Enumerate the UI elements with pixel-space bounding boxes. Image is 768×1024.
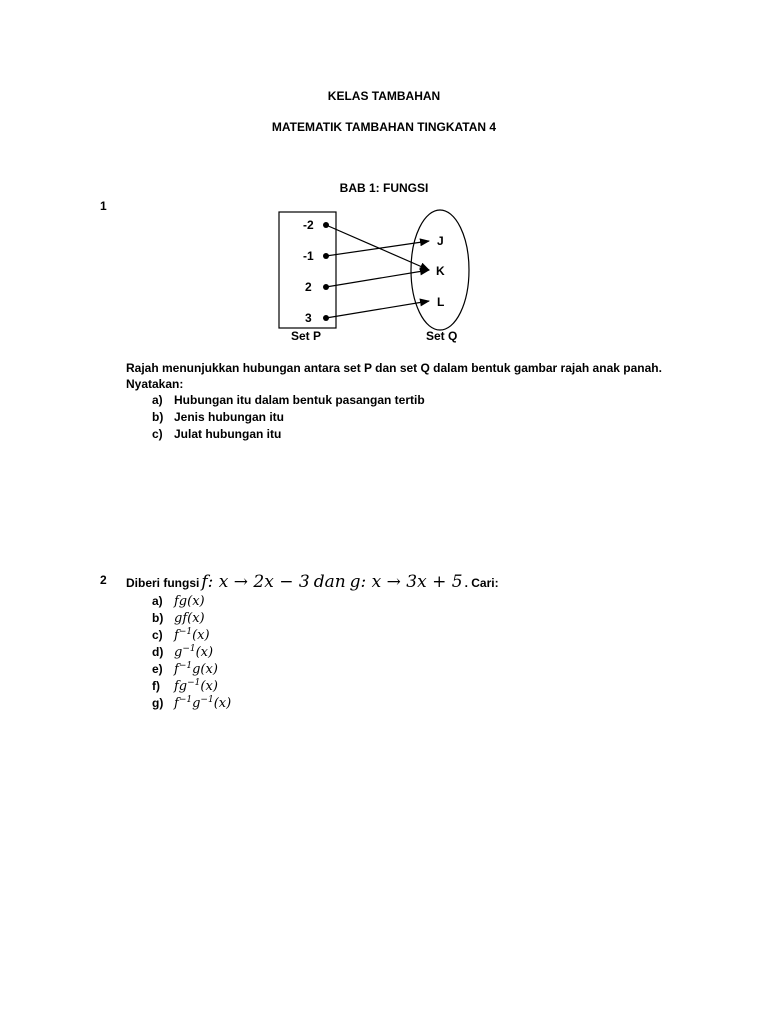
connector-word: dan — [313, 572, 346, 592]
item-label: c) — [152, 427, 163, 441]
domain-label-3: 3 — [305, 311, 312, 325]
subject-heading: MATEMATIK TAMBAHAN TINGKATAN 4 — [271, 120, 497, 134]
list-item — [152, 610, 231, 627]
item-label: b) — [152, 410, 164, 424]
list-item — [152, 627, 231, 644]
question-2-statement — [126, 572, 499, 592]
item-expression: $fg^{-1}(x)$ — [174, 678, 218, 694]
item-expression: $f^{-1}g^{-1}(x)$ — [174, 695, 232, 711]
function-g-definition: g: x → 3x + 5 — [349, 572, 463, 592]
item-label: b) — [152, 611, 164, 625]
list-item — [152, 661, 231, 678]
item-label: a) — [152, 393, 163, 407]
item-label: e) — [152, 662, 163, 676]
list-item — [152, 678, 231, 695]
item-label: c) — [152, 628, 163, 642]
domain-label-2: 2 — [305, 280, 312, 294]
question-1-instruction: Nyatakan: — [126, 377, 184, 391]
codomain-label-j: J — [437, 234, 444, 248]
item-expression: $g^{-1}(x)$ — [174, 644, 214, 660]
chapter-heading: BAB 1: FUNGSI — [339, 181, 429, 195]
mapping-arrow — [326, 301, 429, 318]
question-1-description: Rajah menunjukkan hubungan antara set P dan set Q dalam bentuk gambar rajah anak panah. — [126, 361, 662, 375]
domain-label-neg2: -2 — [303, 218, 314, 232]
list-item — [152, 695, 231, 712]
question-2-items — [152, 593, 231, 712]
list-item — [152, 409, 425, 426]
set-p-label: Set P — [291, 329, 322, 343]
question-2-number: 2 — [100, 573, 107, 587]
list-item — [152, 426, 425, 443]
function-f-definition: f: x → 2x − 3 — [201, 572, 310, 592]
codomain-label-l: L — [437, 295, 445, 309]
item-expression: $f^{-1}g(x)$ — [174, 661, 218, 677]
domain-label-neg1: -1 — [303, 249, 314, 263]
mapping-arrow — [326, 241, 429, 256]
question-1-number: 1 — [100, 199, 107, 213]
item-label: d) — [152, 645, 164, 659]
list-item — [152, 392, 425, 409]
item-label: a) — [152, 594, 163, 608]
list-item — [152, 644, 231, 661]
item-expression: $f^{-1}(x)$ — [174, 627, 210, 643]
question-1-items — [152, 392, 425, 443]
item-text: Julat hubungan itu — [174, 427, 282, 441]
list-item — [152, 593, 231, 610]
codomain-label-k: K — [436, 264, 445, 278]
item-text: Jenis hubungan itu — [174, 410, 284, 424]
question-2-prefix: Diberi fungsi — [126, 576, 200, 590]
item-label: g) — [152, 696, 164, 710]
item-expression: fg(x) — [174, 594, 205, 609]
item-label: f) — [152, 679, 160, 693]
set-q-label: Set Q — [426, 329, 458, 343]
item-text: Hubungan itu dalam bentuk pasangan tertib — [174, 393, 425, 407]
mapping-arrow — [326, 270, 429, 287]
class-heading: KELAS TAMBAHAN — [327, 89, 441, 103]
item-expression: gf(x) — [174, 611, 205, 626]
question-2-suffix: . Cari: — [464, 576, 499, 590]
